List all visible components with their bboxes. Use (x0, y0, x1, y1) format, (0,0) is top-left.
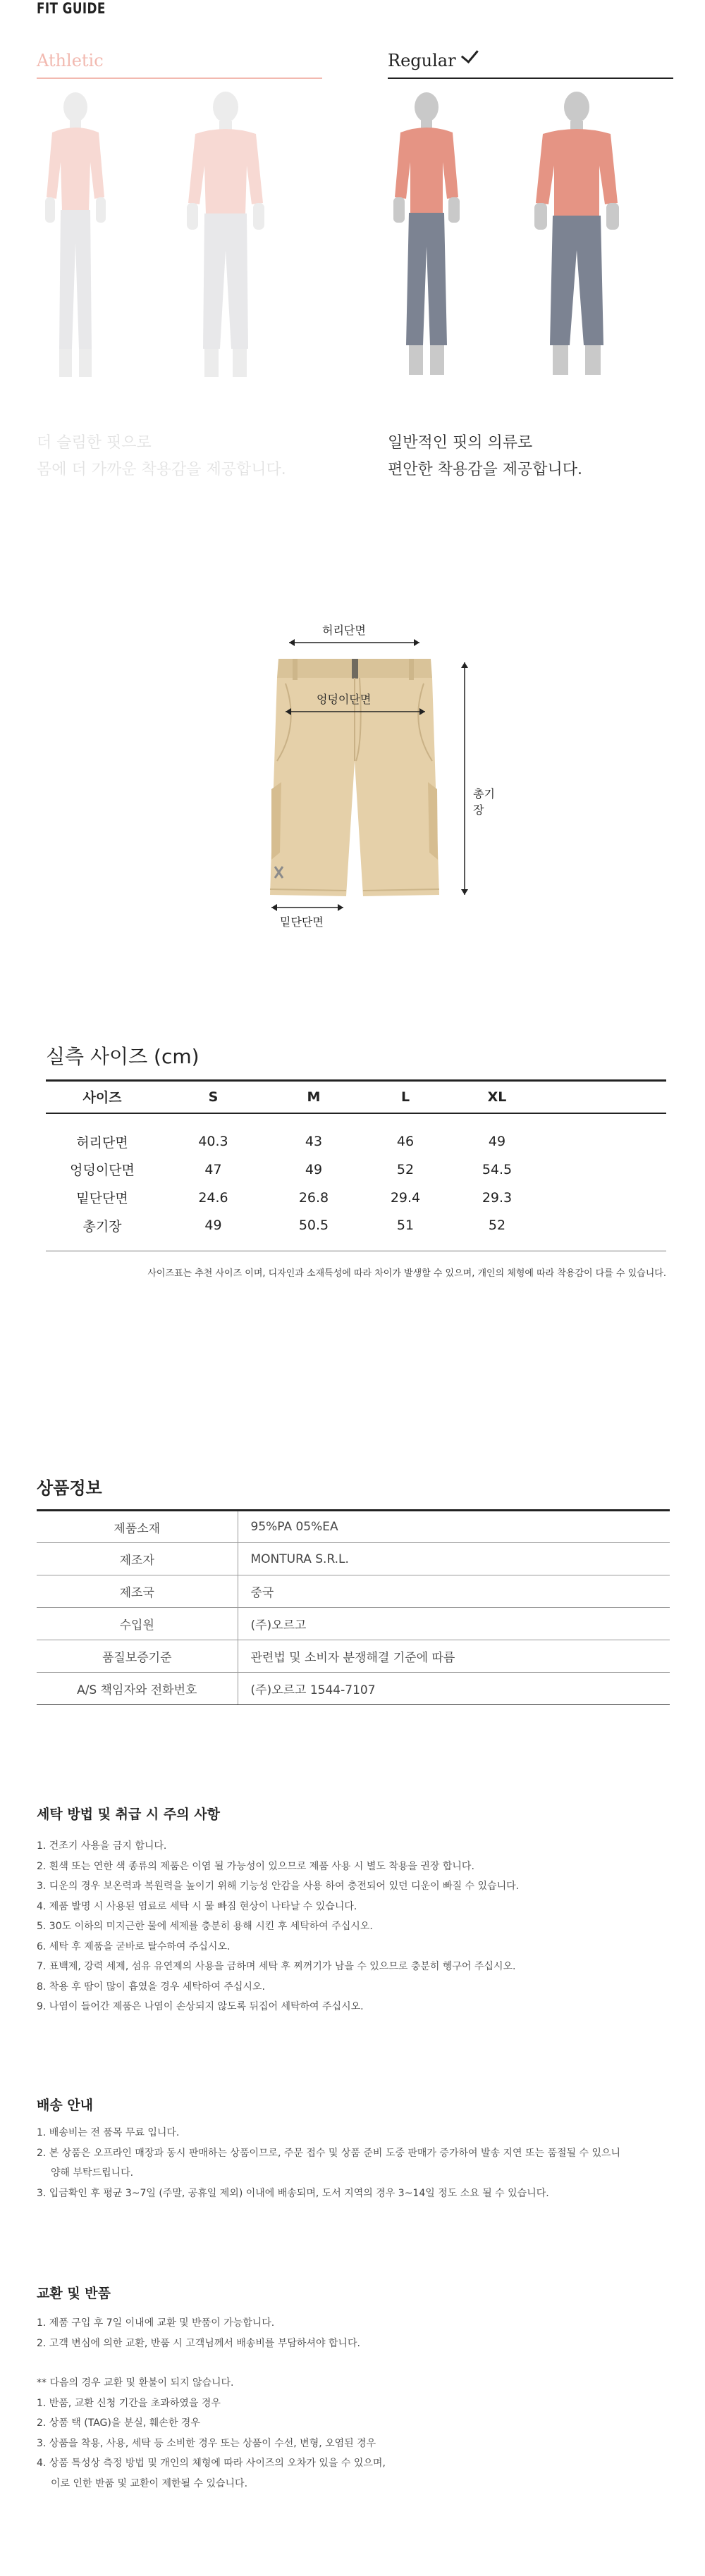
list-item: 7. 표백제, 강력 세제, 섬유 유연제의 사용을 금하며 세탁 후 찌꺼기가 남을 수 있으므로 충분히 헹구어 주십시오. (37, 1961, 516, 1972)
list-item: 2. 고객 변심에 의한 교환, 반품 시 고객님께서 배송비를 부담하셔야 합니다. (37, 2337, 360, 2349)
product-info-title: 상품정보 (37, 1478, 102, 1498)
regular-male-figure (534, 92, 619, 375)
size-cell: 47 (204, 1161, 222, 1177)
fit-guide-title: FIT GUIDE (37, 0, 106, 17)
list-item: 9. 나염이 들어간 제품은 나염이 손상되지 않도록 뒤집어 세탁하여 주십시오. (37, 2001, 364, 2012)
info-value: (주)오르고 (238, 1608, 670, 1640)
check-icon (460, 45, 478, 63)
table-row (46, 1113, 666, 1156)
regular-tab[interactable] (388, 48, 673, 79)
size-cell: 49 (488, 1134, 506, 1149)
list-item: 1. 배송비는 전 품목 무료 입니다. (37, 2127, 180, 2138)
athletic-figure-illustration (37, 92, 322, 395)
size-note: 사이즈표는 추천 사이즈 이며, 디자인과 소재특성에 따라 차이가 발생할 수 있으며, 개인의 체형에 따라 착용감이 다를 수 있습니다. (147, 1268, 666, 1279)
info-key: 제품소재 (37, 1511, 238, 1543)
size-cell: 52 (451, 1212, 543, 1251)
list-item: 8. 착용 후 땀이 많이 흡였을 경우 세탁하여 주십시오. (37, 1981, 265, 1993)
athletic-description (37, 430, 322, 483)
regular-column (388, 48, 673, 79)
list-item: 1. 반품, 교환 신청 기간을 초과하였을 경우 (37, 2397, 221, 2409)
size-cell: 51 (360, 1212, 451, 1251)
info-key: A/S 책임자와 전화번호 (37, 1673, 238, 1705)
size-cell: 29.4 (390, 1189, 421, 1206)
size-header-cell: M (268, 1081, 360, 1113)
size-cell: 26.8 (298, 1189, 329, 1206)
athletic-label: Athletic (37, 51, 104, 70)
size-cell: 24.6 (198, 1189, 228, 1206)
table-row (37, 1543, 670, 1575)
size-cell: 49 (305, 1161, 323, 1177)
hem-label: 밑단단면 (280, 915, 324, 929)
regular-female-figure (393, 92, 460, 375)
size-cell: 허리단면 (76, 1134, 128, 1151)
athletic-female-figure (45, 92, 106, 377)
hip-label: 엉덩이단면 (317, 693, 372, 706)
info-key: 제조국 (37, 1575, 238, 1608)
regular-desc-line: 일반적인 핏의 의류로 (388, 434, 533, 452)
exchange-notice: ** 다음의 경우 교환 및 환불이 되지 않습니다. (37, 2377, 234, 2389)
athletic-column (37, 48, 322, 79)
size-cell: 엉덩이단면 (70, 1163, 135, 1178)
regular-desc-line: 편안한 착용감을 제공합니다. (388, 461, 583, 478)
size-cell: 43 (305, 1134, 323, 1149)
list-item: 2. 본 상품은 오프라인 매장과 동시 판매하는 상품이므로, 주문 접수 및 상품 준비 도중 판매가 증가하여 발송 지연 또는 품절될 수 있으니 (37, 2147, 621, 2159)
size-header-cell: S (159, 1081, 268, 1113)
athletic-figures (37, 92, 322, 395)
regular-figures (388, 92, 673, 395)
shipping-list (37, 2123, 671, 2203)
size-cell: 52 (396, 1161, 415, 1177)
list-item: 2. 상품 택 (TAG)을 분실, 훼손한 경우 (37, 2417, 200, 2429)
list-item: 3. 디운의 경우 보온력과 복원력을 높이기 위해 기능성 안감을 사용 하여 충전되어 있던 디운이 빠질 수 있습니다. (37, 1881, 520, 1892)
list-item: 4. 상품 특성상 측정 방법 및 개인의 체형에 따라 사이즈의 오차가 있을 수 있으며, (37, 2458, 386, 2469)
info-key: 제조자 (37, 1543, 238, 1575)
exchange-title: 교환 및 반품 (37, 2286, 111, 2301)
waist-label: 허리단면 (322, 624, 366, 637)
athletic-desc-line: 몸에 더 가까운 착용감을 제공합니다. (37, 461, 286, 478)
regular-description (388, 430, 673, 483)
regular-figure-illustration (388, 92, 673, 395)
product-info-table (37, 1509, 670, 1705)
care-list (37, 1836, 671, 2017)
athletic-male-figure (187, 92, 264, 377)
info-value: (주)오르고 1544-7107 (238, 1673, 670, 1705)
table-row (46, 1184, 666, 1212)
table-row (37, 1511, 670, 1543)
size-cell: 밑단단면 (76, 1191, 128, 1206)
exchange-list (37, 2313, 671, 2494)
size-cell: 50.5 (268, 1212, 360, 1251)
athletic-tab[interactable] (37, 48, 322, 79)
shorts-illustration (264, 620, 497, 937)
regular-label: Regular (388, 51, 456, 70)
size-cell: 총기장 (46, 1212, 159, 1251)
shipping-title: 배송 안내 (37, 2098, 94, 2113)
list-item: 4. 제품 발명 시 사용된 염료로 세탁 시 물 빠짐 현상이 나타날 수 있습니다. (37, 1900, 357, 1912)
table-row (46, 1156, 666, 1184)
size-cell: 29.3 (482, 1189, 513, 1206)
athletic-desc-line: 더 슬림한 핏으로 (37, 434, 152, 452)
list-item: 양해 부탁드립니다. (51, 2167, 134, 2179)
size-cell: 54.5 (482, 1161, 513, 1177)
table-row (46, 1212, 666, 1251)
info-value: MONTURA S.R.L. (238, 1543, 670, 1575)
length-label: 총기장 (473, 787, 495, 817)
list-item: 6. 세탁 후 제품을 굳바로 탈수하여 주십시오. (37, 1940, 231, 1952)
info-key: 수입원 (37, 1608, 238, 1640)
size-table-header-row (46, 1081, 666, 1113)
measurement-diagram (264, 620, 497, 937)
size-header-cell: XL (451, 1081, 543, 1113)
list-item: 5. 30도 이하의 미지근한 물에 세제를 충분히 용해 시킨 후 세탁하여 주십시오. (37, 1921, 373, 1932)
size-cell: 40.3 (198, 1134, 228, 1149)
info-value: 중국 (238, 1575, 670, 1608)
info-key: 품질보증기준 (37, 1640, 238, 1673)
size-header-cell: L (360, 1081, 451, 1113)
list-item: 2. 흰색 또는 연한 색 종류의 제품은 이염 될 가능성이 있으므로 제품 사용 시 별도 착용을 권장 합니다. (37, 1860, 474, 1872)
list-item: 1. 건조기 사용을 금지 합니다. (37, 1840, 167, 1852)
info-value: 관련법 및 소비자 분쟁해결 기준에 따름 (238, 1640, 670, 1673)
list-item: 3. 상품을 착용, 사용, 세탁 등 소비한 경우 또는 상품이 수선, 변형, 오염된 경우 (37, 2437, 376, 2449)
table-row (37, 1608, 670, 1640)
care-title: 세탁 방법 및 취급 시 주의 사항 (37, 1807, 220, 1822)
table-row (37, 1640, 670, 1673)
table-row (37, 1673, 670, 1705)
size-cell: 49 (159, 1212, 268, 1251)
list-item: 3. 입금확인 후 평균 3~7일 (주말, 공휴일 제외) 이내에 배송되며, 도서 지역의 경우 3~14일 정도 소요 될 수 있습니다. (37, 2187, 549, 2199)
info-value: 95%PA 05%EA (238, 1511, 670, 1543)
size-table (46, 1079, 666, 1251)
table-row (37, 1575, 670, 1608)
size-header-cell: 사이즈 (46, 1081, 159, 1113)
size-table-title: 실측 사이즈 (cm) (46, 1045, 200, 1068)
list-item: 1. 제품 구입 후 7일 이내에 교환 및 반품이 가능합니다. (37, 2317, 275, 2329)
list-item: 이로 인한 반품 및 교환이 제한될 수 있습니다. (51, 2477, 248, 2489)
size-cell: 46 (396, 1134, 415, 1149)
